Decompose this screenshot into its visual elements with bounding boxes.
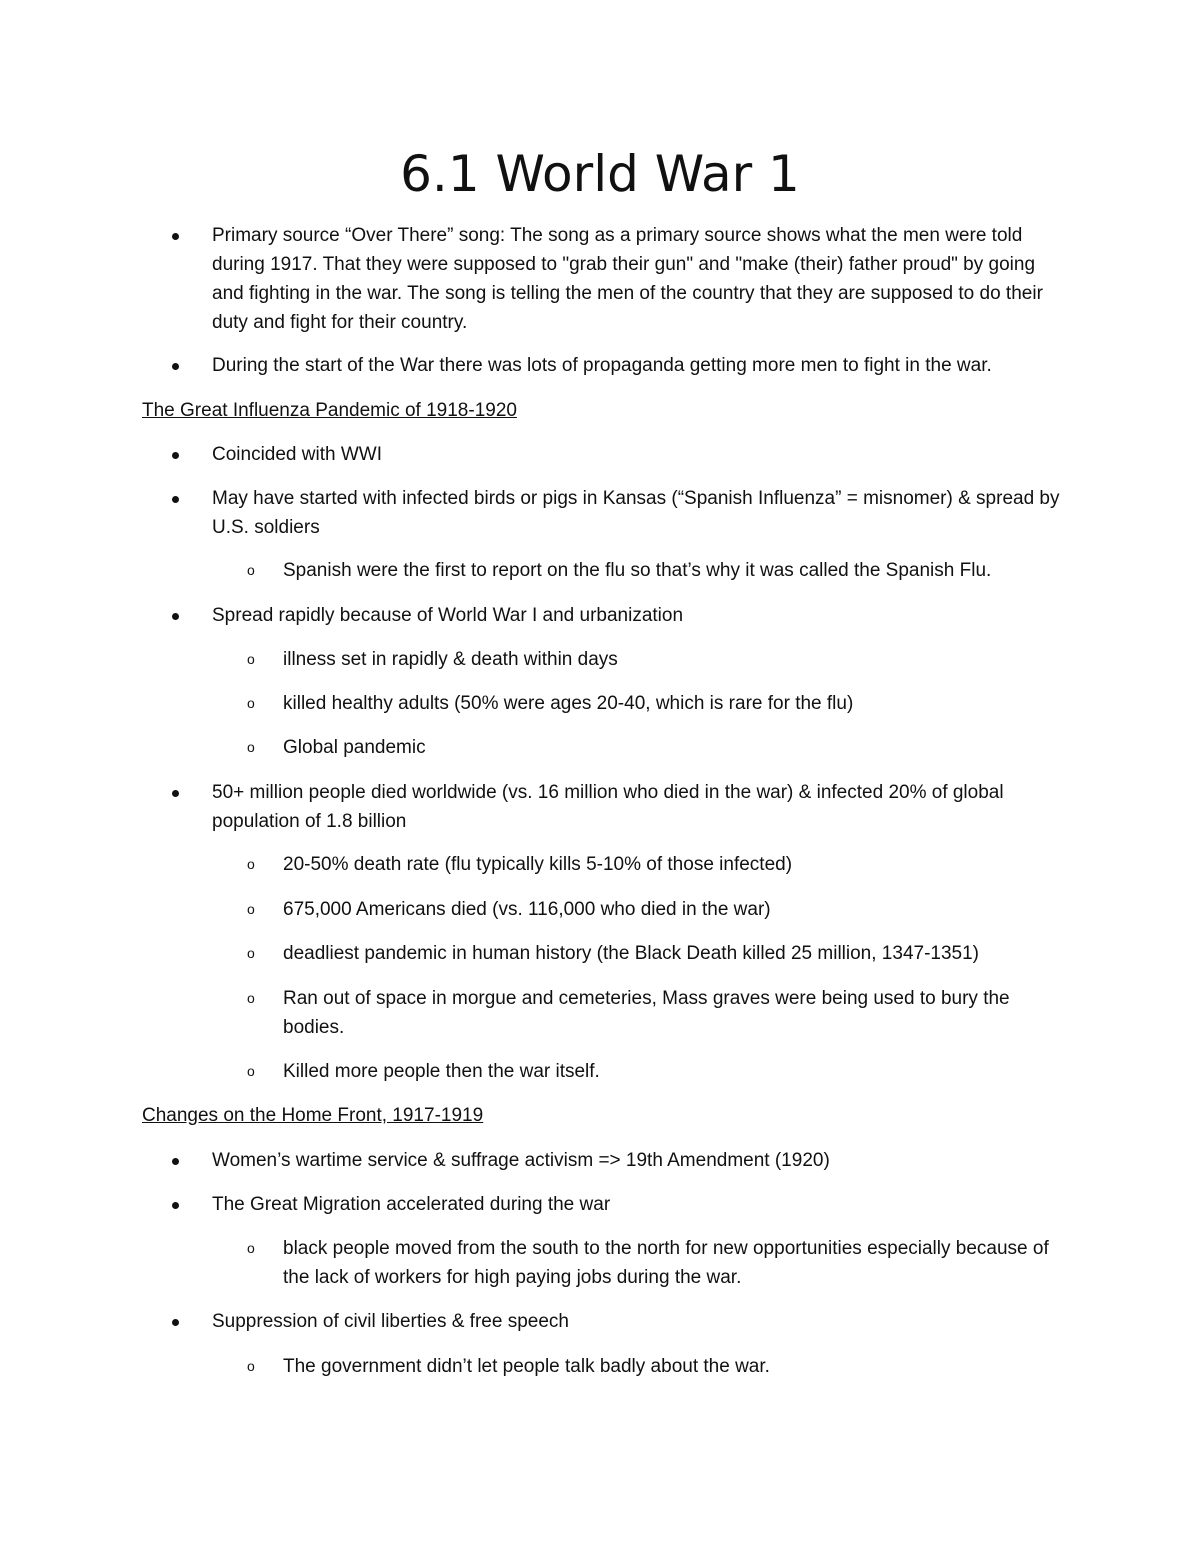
sub-list-item xyxy=(247,1057,1053,1086)
sub-list-item xyxy=(247,895,1053,924)
list-item-text: illness set in rapidly & death within days xyxy=(283,649,618,670)
list-item-text: Primary source “Over There” song: The song as a primary source shows what the men were told during 1917. That they were supposed to "grab their gun" and "make (their) father proud" by going and fighting in the war. The song is telling the men of the country that they are supposed to do their duty and fight for their country. xyxy=(212,225,1043,333)
sub-bullet-icon: o xyxy=(247,990,255,1006)
sub-bullet-icon: o xyxy=(247,739,255,755)
sub-bullet-icon: o xyxy=(247,1240,255,1256)
bullet-icon xyxy=(172,452,179,459)
list-item-text: Spanish were the first to report on the flu so that’s why it was called the Spanish Flu. xyxy=(283,560,992,581)
list-item-text: Killed more people then the war itself. xyxy=(283,1061,600,1082)
sub-bullet-icon: o xyxy=(247,651,255,667)
list-item-text: Suppression of civil liberties & free speech xyxy=(212,1311,569,1332)
list-item-text: 50+ million people died worldwide (vs. 16 million who died in the war) & infected 20% of global population of 1.8 billion xyxy=(212,782,1004,832)
list-item-text: 20-50% death rate (flu typically kills 5-10% of those infected) xyxy=(283,854,793,875)
list-item-text: killed healthy adults (50% were ages 20-40, which is rare for the flu) xyxy=(283,693,854,714)
list-item-text: 675,000 Americans died (vs. 116,000 who died in the war) xyxy=(283,899,771,920)
list-item xyxy=(212,440,1062,469)
sub-bullet-icon: o xyxy=(247,945,255,961)
sub-bullet-icon: o xyxy=(247,856,255,872)
sub-list-item xyxy=(247,733,1053,762)
sub-list-item xyxy=(247,689,1053,718)
list-item-text: black people moved from the south to the north for new opportunities especially because of the lack of workers for high paying jobs during the war. xyxy=(283,1238,1049,1288)
sub-list-item xyxy=(247,1234,1053,1292)
sub-list-item xyxy=(247,645,1053,674)
sub-bullet-icon: o xyxy=(247,1063,255,1079)
bullet-icon xyxy=(172,233,179,240)
bullet-icon xyxy=(172,1319,179,1326)
sub-bullet-icon: o xyxy=(247,901,255,917)
sub-list-item xyxy=(247,939,1053,968)
bullet-icon xyxy=(172,613,179,620)
list-item xyxy=(212,601,1062,630)
list-item-text: May have started with infected birds or pigs in Kansas (“Spanish Influenza” = misnomer) & spread by U.S. soldiers xyxy=(212,488,1060,538)
list-item xyxy=(212,778,1062,836)
section-heading-home-front: Changes on the Home Front, 1917-1919 xyxy=(142,1105,484,1126)
bullet-icon xyxy=(172,1158,179,1165)
list-item-text: Coincided with WWI xyxy=(212,444,382,465)
section-heading-influenza: The Great Influenza Pandemic of 1918-1920 xyxy=(142,400,517,421)
list-item-text: During the start of the War there was lots of propaganda getting more men to fight in the war. xyxy=(212,355,992,376)
list-item xyxy=(212,1146,1062,1175)
list-item-text: The government didn’t let people talk badly about the war. xyxy=(283,1356,770,1377)
list-item xyxy=(212,221,1062,337)
page-title: 6.1 World War 1 xyxy=(400,145,800,203)
sub-list-item xyxy=(247,984,1053,1042)
bullet-icon xyxy=(172,790,179,797)
list-item xyxy=(212,1307,1062,1336)
sub-bullet-icon: o xyxy=(247,1358,255,1374)
bullet-icon xyxy=(172,363,179,370)
sub-list-item xyxy=(247,556,1053,585)
list-item-text: Women’s wartime service & suffrage activism => 19th Amendment (1920) xyxy=(212,1150,830,1171)
sub-list-item xyxy=(247,850,1053,879)
list-item xyxy=(212,1190,1062,1219)
bullet-icon xyxy=(172,496,179,503)
list-item-text: Ran out of space in morgue and cemeteries, Mass graves were being used to bury the bodies. xyxy=(283,988,1010,1038)
list-item-text: Global pandemic xyxy=(283,737,426,758)
list-item xyxy=(212,484,1062,542)
list-item-text: deadliest pandemic in human history (the Black Death killed 25 million, 1347-1351) xyxy=(283,943,979,964)
list-item xyxy=(212,351,1062,380)
list-item-text: The Great Migration accelerated during the war xyxy=(212,1194,611,1215)
sub-bullet-icon: o xyxy=(247,562,255,578)
list-item-text: Spread rapidly because of World War I and urbanization xyxy=(212,605,684,626)
bullet-icon xyxy=(172,1202,179,1209)
sub-bullet-icon: o xyxy=(247,695,255,711)
sub-list-item xyxy=(247,1352,1053,1381)
